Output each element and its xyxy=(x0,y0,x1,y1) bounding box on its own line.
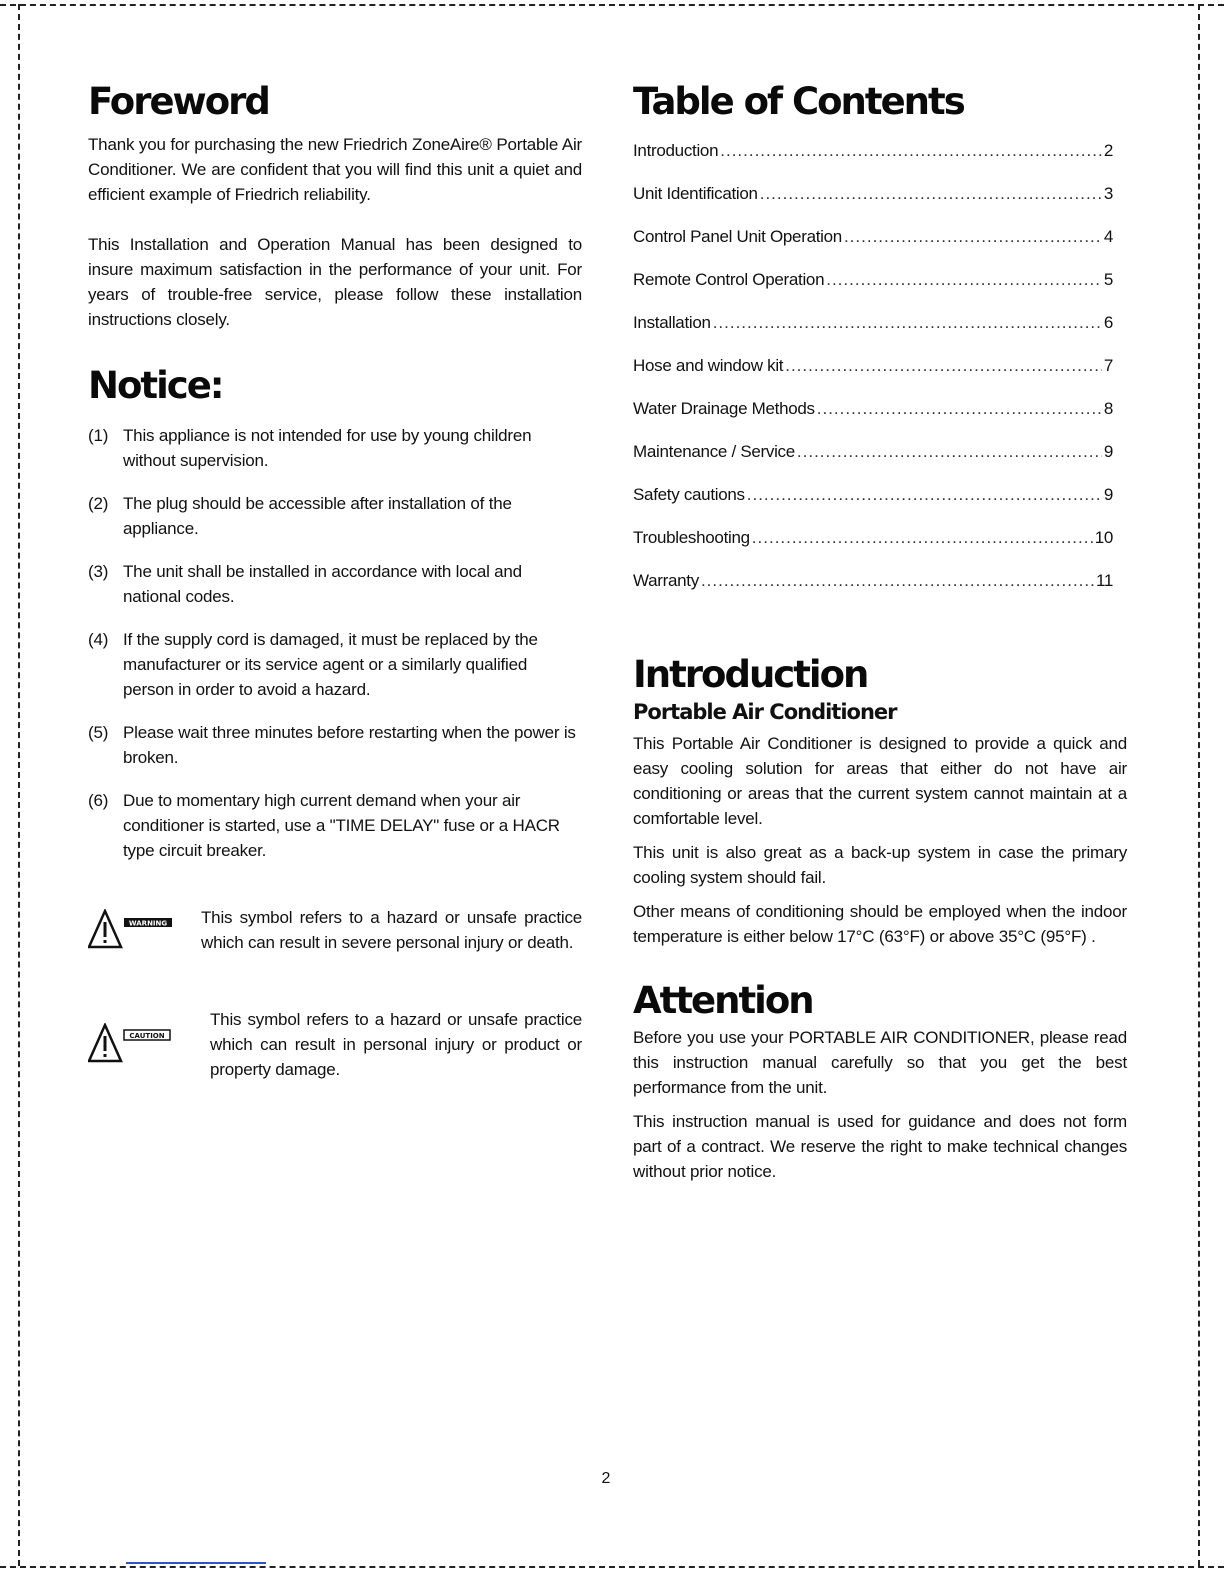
toc-leader xyxy=(797,439,1102,464)
toc-leader xyxy=(752,525,1093,550)
toc-leader xyxy=(701,568,1094,593)
toc-entry-label: Troubleshooting xyxy=(633,528,750,548)
toc-entry xyxy=(633,353,1113,396)
attention-paragraph: Before you use your PORTABLE AIR CONDITIONER, please read this instruction manual carefully so that you get the best performance from the unit. xyxy=(633,1028,1127,1098)
toc-entry-label: Unit Identification xyxy=(633,184,758,204)
notice-text: This appliance is not intended for use by young children without supervision. xyxy=(123,425,532,470)
warning-description: This symbol refers to a hazard or unsafe practice which can result in severe personal injury or death. xyxy=(201,907,582,952)
toc-entry xyxy=(633,310,1113,353)
introduction-paragraph: This unit is also great as a back-up system in case the primary cooling system should fail. xyxy=(633,842,1127,887)
toc-entry-page: 8 xyxy=(1103,399,1113,419)
introduction-heading: Introduction xyxy=(633,653,868,697)
notice-item xyxy=(88,423,582,473)
notice-number: (2) xyxy=(88,493,109,513)
toc-entry-label: Introduction xyxy=(633,141,719,161)
toc-entry-page: 5 xyxy=(1103,270,1113,290)
caution-description: This symbol refers to a hazard or unsafe practice which can result in personal injury or product or property damage. xyxy=(210,1009,582,1079)
notice-text: The plug should be accessible after installation of the appliance. xyxy=(123,493,512,538)
toc-leader xyxy=(760,181,1102,206)
notice-item xyxy=(88,559,582,609)
left-column xyxy=(88,70,582,1082)
toc-leader xyxy=(817,396,1102,421)
right-column xyxy=(633,70,1127,1193)
notice-item xyxy=(88,491,582,541)
toc-entry-label: Safety cautions xyxy=(633,485,745,505)
page-border-right xyxy=(1198,4,1200,1566)
toc-list xyxy=(633,138,1113,611)
notice-number: (6) xyxy=(88,790,109,810)
toc-entry-label: Control Panel Unit Operation xyxy=(633,227,842,247)
introduction-subheading: Portable Air Conditioner xyxy=(633,699,897,724)
edge-mark xyxy=(126,1562,266,1564)
toc-entry xyxy=(633,138,1113,181)
foreword-paragraph: Thank you for purchasing the new Friedrich ZoneAire® Portable Air Conditioner. We are confident that you will find this unit a quiet and efficient example of Friedrich reliability. xyxy=(88,135,582,205)
notice-text: Please wait three minutes before restarting when the power is broken. xyxy=(123,722,576,767)
notice-heading: Notice: xyxy=(88,364,223,408)
introduction-paragraph: Other means of conditioning should be employed when the indoor temperature is either below 17°C (63°F) or above 35°C (95°F) . xyxy=(633,901,1127,946)
page-border-top xyxy=(0,4,1224,6)
toc-entry xyxy=(633,181,1113,224)
notice-text: The unit shall be installed in accordance with local and national codes. xyxy=(123,561,522,606)
caution-symbol-block xyxy=(88,1007,582,1082)
toc-entry-label: Installation xyxy=(633,313,711,333)
toc-entry-page: 9 xyxy=(1103,485,1113,505)
toc-entry-page: 3 xyxy=(1103,184,1113,204)
toc-entry xyxy=(633,267,1113,310)
toc-entry-page: 7 xyxy=(1103,356,1113,376)
toc-entry-page: 11 xyxy=(1095,571,1113,591)
caution-icon xyxy=(88,1019,210,1069)
toc-entry-page: 4 xyxy=(1103,227,1113,247)
notice-text: Due to momentary high current demand when your air conditioner is started, use a "TIME DELAY" fuse or a HACR type circuit breaker. xyxy=(123,790,560,860)
warning-symbol-block xyxy=(88,905,582,955)
toc-leader xyxy=(720,138,1102,163)
attention-heading: Attention xyxy=(633,978,813,1022)
toc-entry-page: 10 xyxy=(1094,528,1113,548)
notice-item xyxy=(88,788,582,863)
caution-badge-text: CAUTION xyxy=(129,1032,165,1041)
notice-text: If the supply cord is damaged, it must be replaced by the manufacturer or its service agent or a similarly qualified person in order to avoid a hazard. xyxy=(123,629,538,699)
foreword-paragraph: This Installation and Operation Manual has been designed to insure maximum satisfaction in the performance of your unit. For years of trouble-free service, please follow these installation instructions closely. xyxy=(88,235,582,330)
page-border-left xyxy=(18,4,20,1566)
notice-item xyxy=(88,627,582,702)
toc-entry-page: 2 xyxy=(1103,141,1113,161)
introduction-paragraph: This Portable Air Conditioner is designed to provide a quick and easy cooling solution for areas that either do not have air conditioning or areas that the current system cannot maintain at a comfortable level. xyxy=(633,733,1127,828)
attention-paragraph: This instruction manual is used for guidance and does not form part of a contract. We reserve the right to make technical changes without prior notice. xyxy=(633,1112,1127,1182)
notice-number: (1) xyxy=(88,425,109,445)
toc-entry xyxy=(633,396,1113,439)
toc-entry-page: 9 xyxy=(1103,442,1113,462)
notice-list xyxy=(88,423,582,863)
foreword-heading: Foreword xyxy=(88,80,269,123)
toc-entry xyxy=(633,568,1113,611)
warning-badge-text: WARNING xyxy=(128,919,168,928)
toc-leader xyxy=(844,224,1102,249)
toc-leader xyxy=(785,353,1102,378)
notice-number: (3) xyxy=(88,561,109,581)
page-border-bottom xyxy=(0,1566,1224,1568)
toc-leader xyxy=(713,310,1102,335)
toc-leader xyxy=(747,482,1102,507)
toc-entry-label: Hose and window kit xyxy=(633,356,784,376)
toc-entry-label: Maintenance / Service xyxy=(633,442,795,462)
notice-item xyxy=(88,720,582,770)
warning-icon xyxy=(88,905,201,955)
toc-entry-page: 6 xyxy=(1103,313,1113,333)
toc-entry xyxy=(633,439,1113,482)
toc-entry-label: Warranty xyxy=(633,571,699,591)
toc-entry xyxy=(633,224,1113,267)
toc-heading: Table of Contents xyxy=(633,80,964,123)
notice-number: (4) xyxy=(88,629,109,649)
toc-entry-label: Water Drainage Methods xyxy=(633,399,815,419)
notice-number: (5) xyxy=(88,722,109,742)
toc-entry xyxy=(633,525,1113,568)
toc-leader xyxy=(826,267,1102,292)
toc-entry-label: Remote Control Operation xyxy=(633,270,825,290)
toc-entry xyxy=(633,482,1113,525)
page-number: 2 xyxy=(601,1470,611,1487)
